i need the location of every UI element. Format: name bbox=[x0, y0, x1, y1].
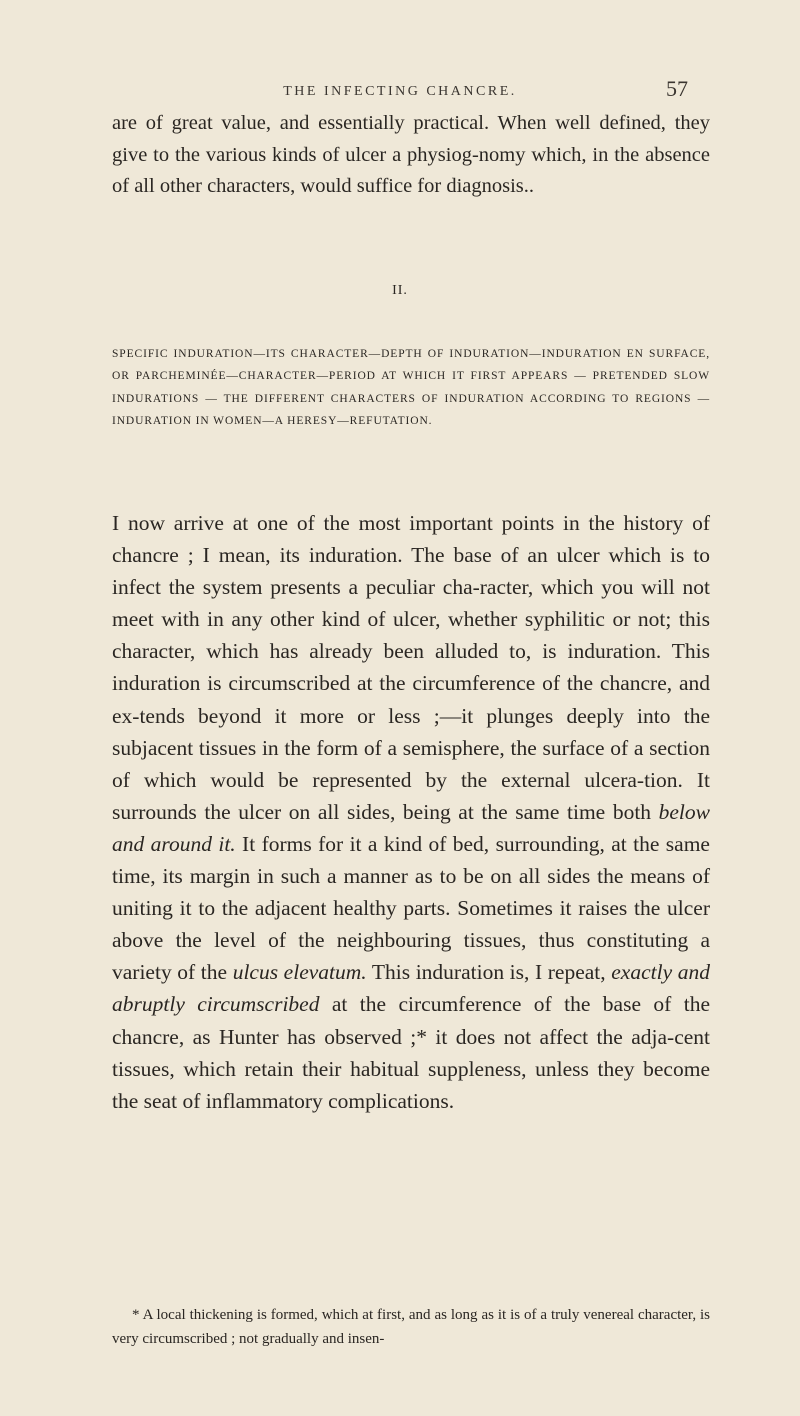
body-text-run-1: I now arrive at one of the most important points in the history of chancre ; I mean, its induration. The base of an ulcer which is to infect the system presents a peculiar cha-racter, which you will not meet with in any other kind of ulcer, whether syphilitic or not; this character, which has already been alluded to, is induration. This induration is circumscribed at the circumference of the chancre, and ex-tends beyond it more or less ;—it plunges deeply into the subjacent tissues in the form of a semisphere, the surface of a section of which would be represented by the external ulcera-tion. It surrounds the ulcer on all sides, being at the same time both bbox=[112, 511, 710, 824]
intro-paragraph: are of great value, and essentially practical. When well defined, they give to the various kinds of ulcer a physiog-nomy which, in the absence of all other characters, would suffice for diagnosis.. bbox=[112, 112, 710, 197]
section-synopsis: SPECIFIC INDURATION—ITS CHARACTER—DEPTH OF INDURATION—INDURATION EN SURFACE, OR PARCHEMINÉE—CHARACTER—PERIOD AT WHICH IT FIRST APPEARS — PRETENDED SLOW INDURATIONS — THE DIFFERENT CHARACTERS OF INDURATION ACCORDING TO REGIONS — INDURATION IN WOMEN—A HERESY—REFUTATION. bbox=[112, 348, 710, 428]
emphasis-below-and-around: below and around it. bbox=[112, 799, 710, 856]
body-paragraph bbox=[112, 507, 710, 1117]
intro-paragraph-block bbox=[112, 108, 710, 203]
footnote-block bbox=[112, 1303, 710, 1351]
body-text-run-2: It forms for it a kind of bed, surrounding, at the same time, its margin in such a manner as to be on all sides the means of uniting it to the adjacent healthy parts. Sometimes it raises the ulcer above the level of the neighbouring tissues, thus constituting a variety of the bbox=[112, 831, 710, 985]
section-synopsis-block bbox=[112, 343, 710, 433]
body-text-run-3: This induration is, I repeat, bbox=[366, 960, 612, 985]
footnote-text: * A local thickening is formed, which at first, and as long as it is of a truly venereal character, is very circumscribed ; not gradually and insen- bbox=[112, 1307, 710, 1347]
section-numeral: II. bbox=[392, 283, 408, 298]
body-paragraph-block bbox=[112, 507, 710, 1117]
page-number: 57 bbox=[666, 76, 688, 101]
running-title: THE INFECTING CHANCRE. bbox=[283, 84, 517, 99]
emphasis-exactly-circumscribed: exactly and abruptly circumscribed bbox=[112, 960, 710, 1017]
body-text-run-4: at the circumference of the base of the chancre, as Hunter has observed ;* it does not affect the adja-cent tissues, which retain their habitual suppleness, unless they become the seat of inflammatory complications. bbox=[112, 992, 710, 1113]
emphasis-ulcus-elevatum: ulcus elevatum. bbox=[232, 960, 367, 985]
